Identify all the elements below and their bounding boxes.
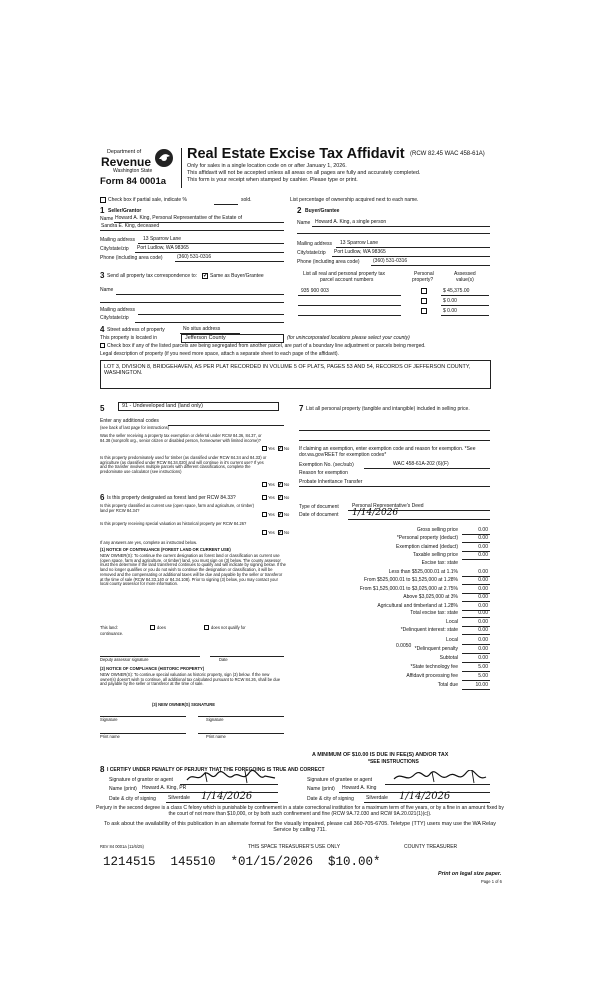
form-number: Form 84 0001a	[100, 176, 167, 187]
buyer-heading: Buyer/Grantee	[305, 208, 340, 214]
calc-value[interactable]: 0.00	[478, 603, 488, 609]
same-as-buyer-label: Same as Buyer/Grantee	[210, 273, 264, 279]
personal-checkbox-2[interactable]	[421, 298, 427, 304]
does-not-label: does not qualify for	[211, 625, 246, 630]
land-use-select[interactable]: 91 - Undeveloped land (land only)	[118, 402, 279, 411]
grantee-sig-label: Signature of grantee or agent	[307, 777, 373, 783]
personal-checkbox-3[interactable]	[421, 308, 427, 314]
section-5-number: 5	[100, 404, 105, 413]
seller-name-line1[interactable]: Howard A. King, Personal Representative of the Estate of	[115, 215, 243, 221]
this-land-label: This land:	[100, 625, 118, 630]
doc-type[interactable]: Personal Representative's Deed	[352, 503, 424, 509]
section-4-number: 4	[100, 325, 105, 334]
grantor-date-label: Date & city of signing	[109, 796, 156, 802]
section-6-number: 6	[100, 493, 105, 502]
buyer-name-label: Name	[297, 220, 311, 226]
segregated-label: Check box if any of the listed parcels are being segregated from another parcel, are part of a boundary line adjustment or parcels being merged.	[107, 343, 426, 349]
county-label: This property is located in	[100, 335, 157, 341]
personal-header-2: property?	[412, 277, 434, 283]
grantee-name-label: Name (print)	[307, 786, 335, 792]
seller-mail-label: Mailing address	[100, 237, 136, 243]
calc-value[interactable]: 5.00	[478, 673, 488, 679]
calc-label: Agricultural and timberland at 1.28%	[377, 603, 458, 609]
calc-label: *Personal property (deduct)	[396, 535, 458, 541]
calc-value[interactable]: 0.00	[478, 646, 488, 652]
seller-city[interactable]: Port Ludlow, WA 98365	[137, 245, 189, 251]
calc-label: Total due	[437, 682, 458, 688]
calc-label: Affidavit processing fee	[406, 673, 458, 679]
grantee-city[interactable]: Silverdale	[366, 795, 388, 801]
calc-underline	[462, 662, 490, 663]
grantee-date[interactable]: 1/14/2026	[399, 791, 451, 802]
timber-question: Is this property predominately used for timber (as classified under RCW 84.34 and 84.33) or agriculture (as classified under RCW 84.34.020) and will continue in it's current use? If yes and the transfer involves multiple parcels with different classifications, complete the predominate use calculator (see instructions)	[100, 455, 267, 475]
correspondence-label: Send all property tax correspondence to:	[107, 273, 198, 279]
county-note: (for unincorporated locations please select your county)	[287, 335, 410, 341]
parcel-header-2: parcel account numbers	[320, 277, 374, 283]
buyer-mail[interactable]: 13 Sparrow Lane	[340, 240, 379, 246]
calc-value[interactable]: 0.00	[478, 655, 488, 661]
q5-no-checkbox[interactable]: ✓	[278, 530, 283, 536]
calc-label: Local	[446, 619, 458, 625]
buyer-phone[interactable]: (360) 531-0316	[373, 258, 408, 264]
parcel-header-1: List all real and personal property tax	[303, 271, 385, 277]
calc-underline	[462, 671, 490, 672]
calc-underline	[462, 689, 490, 690]
seller-phone[interactable]: (360) 531-0316	[177, 254, 212, 260]
personal-header-1: Personal	[414, 271, 434, 277]
certify-text: I CERTIFY UNDER PENALTY OF PERJURY THAT THE FOREGOING IS TRUE AND CORRECT	[107, 767, 325, 773]
q4-no-label: No	[284, 512, 290, 517]
calc-label: Above $3,025,000 at 3%	[403, 594, 458, 600]
legal-desc-label: Legal description of property (if you need more space, attach a separate sheet to each page of the affidavit).	[100, 351, 339, 357]
county-treasurer-label: COUNTY TREASURER	[404, 844, 458, 850]
calc-label: Local	[446, 637, 458, 643]
calc-value[interactable]: 0.00	[478, 535, 488, 541]
doc-date-label: Date of document	[299, 512, 339, 518]
calc-underline	[462, 634, 490, 635]
q2-no-checkbox[interactable]: ✓	[278, 482, 283, 488]
buyer-phone-label: Phone (including area code)	[297, 259, 360, 265]
corr-mail-label: Mailing address	[100, 307, 136, 313]
assessed-header-1: Assessed	[454, 271, 476, 277]
q1-yes-checkbox[interactable]	[262, 446, 267, 451]
calc-value[interactable]: 10.00	[475, 682, 488, 688]
does-not-checkbox[interactable]	[204, 625, 209, 630]
exemption-no-label: Exemption No. (sec/sub)	[299, 462, 354, 468]
header-note-2: This affidavit will not be accepted unless all areas on all pages are fully and accurately completed.	[187, 170, 421, 176]
form-citation: (RCW 82.45 WAC 458-61A)	[410, 151, 485, 157]
q4-yes-label: Yes	[268, 512, 275, 517]
assessed-value-2[interactable]: $ 0.00	[443, 298, 457, 304]
compliance-body: NEW OWNER(S): To continue special valuation as historic property, sign (3) below. If the new owner(s) doesn't wish to continue, all additional tax calculated pursuant to RCW 84.26, shall be due and payable by the seller or transferor at the time of sale.	[100, 672, 281, 687]
calc-label: Taxable selling price	[412, 552, 458, 558]
segregated-checkbox[interactable]	[100, 343, 105, 348]
q3-yes-label: Yes	[268, 495, 275, 500]
calc-underline	[462, 617, 490, 618]
section-1-number: 1	[100, 206, 105, 215]
continuance-body: NEW OWNER(S): To continue the current designation as forest land or classification as current use (open space, farm and agriculture, or timber) land, you must sign on (3) below. The county assessor must then determine if the land transferred continues to qualify and will indicate by signing below. If the land no longer qualifies or you do not wish to continue the designation or classification, it will be removed and the compensating or additional taxes will be due and payable by the seller or transferor at the time of sale (RCW 84.33.140 or 84.34.108). Prior to signing (3) below, you may contact your local county assessor for more information.	[100, 553, 286, 587]
treasurer-stamp: 1214515 145510 *01/15/2026 $10.00*	[103, 855, 381, 869]
q5-no-label: No	[284, 530, 290, 535]
calc-value[interactable]: 0.00	[478, 552, 488, 558]
q2-yes-label: Yes	[268, 482, 275, 487]
calc-value[interactable]: 0.00	[478, 610, 488, 616]
buyer-mail-label: Mailing address	[297, 241, 333, 247]
calc-label: From $1,525,000.01 to $3,025,000 at 2.75%	[359, 586, 458, 592]
state-label: Washington State	[113, 168, 153, 174]
owner-print-label-1: Print name	[100, 734, 120, 739]
new-owner-sig-heading: (3) NEW OWNER(S) SIGNATURE	[152, 702, 215, 707]
calc-value[interactable]: 0.00	[478, 544, 488, 550]
q4-yes-checkbox[interactable]	[262, 512, 267, 517]
accessibility-notice: To ask about the availability of this publication in an alternate format for the visually impaired, please call 360-705-6705. Teletype (TTY) users may use the WA Relay Service by calling 711.	[104, 821, 496, 834]
calc-underline	[462, 653, 490, 654]
grantee-signature[interactable]	[392, 770, 488, 784]
calc-underline	[462, 584, 490, 585]
personal-checkbox-1[interactable]	[421, 288, 427, 294]
calc-label: *Delinquent interest: state	[400, 627, 458, 633]
exemption-instructions: If claiming an exemption, enter exemption code and reason for exemption. *See dor.wa.gov/REET for exemption codes*	[299, 446, 476, 458]
grantor-sig-label: Signature of grantor or agent	[109, 777, 173, 783]
q3-no-label: No	[284, 495, 290, 500]
section-8-number: 8	[100, 765, 105, 774]
header-note-1: Only for sales in a single location code on or after January 1, 2026.	[187, 163, 347, 169]
calc-value[interactable]: 0.00	[478, 569, 488, 575]
perjury-notice: Perjury in the second degree is a class C felony which is punishable by confinement in a state correctional institution for a maximum term of five years, or by a fine in an amount fixed by the court of not more than $10,000, or by both such confinement and fine (RCW 9A.72.030 and RCW 9A.20.021(1)(c)).	[96, 805, 504, 817]
calc-underline	[462, 542, 490, 543]
calc-label: Less than $525,000.01 at 1.1%	[388, 569, 458, 575]
seller-heading: Seller/Grantor	[108, 208, 142, 214]
continuance-heading: (1) NOTICE OF CONTINUANCE (FOREST LAND OR CURRENT USE)	[100, 547, 231, 552]
assessed-value-1[interactable]: $ 45,375.00	[443, 288, 470, 294]
corr-city-label: City/state/zip	[100, 315, 129, 321]
does-checkbox[interactable]	[150, 625, 155, 630]
buyer-city-label: City/state/zip	[297, 250, 326, 256]
county-select[interactable]: Jefferson County	[181, 334, 284, 343]
partial-sale-checkbox[interactable]	[100, 197, 106, 203]
does-label: does	[157, 625, 166, 630]
q3-yes-checkbox[interactable]	[262, 495, 267, 500]
calc-value[interactable]: 0.00	[478, 627, 488, 633]
q3-no-checkbox[interactable]: ✓	[278, 495, 283, 501]
grantor-name-label: Name (print)	[109, 786, 137, 792]
section-3-number: 3	[100, 271, 105, 280]
seller-city-label: City/state/zip	[100, 246, 129, 252]
street-value[interactable]: No situs address	[183, 326, 221, 332]
revision-label: REV 84 0001a (11/6/25)	[100, 844, 144, 849]
exemption-question: Was the seller receiving a property tax exemption or deferral under RCW 84.36, 84.37, or 84.38 (nonprofit org., senior citizen or disabled person, homeowner with limited income)?	[100, 433, 262, 443]
street-label: Street address of property	[107, 327, 165, 333]
assessed-value-3[interactable]: $ 0.00	[443, 308, 457, 314]
q5-yes-checkbox[interactable]	[262, 530, 267, 535]
legal-paper-note: Print on legal size paper.	[438, 871, 502, 877]
q2-no-label: No	[284, 482, 290, 487]
dept-label: Department of	[107, 149, 142, 155]
partial-sale-label: Check box if partial sale, indicate %	[108, 197, 187, 203]
current-use-question: Is this property classified as current use (open space, farm and agriculture, or timber) land per RCW 84.34?	[100, 503, 255, 513]
reason-value[interactable]: Probate Inheritance Transfer	[299, 479, 363, 485]
grantor-signature[interactable]	[185, 770, 277, 784]
revenue-logo-text: Revenue	[101, 155, 152, 169]
legal-description-box[interactable]	[100, 360, 491, 389]
calc-label: Total excise tax: state	[410, 610, 458, 616]
minimum-note: A MINIMUM OF $10.00 IS DUE IN FEE(S) AND/OR TAX	[312, 752, 449, 758]
owner-signature-label-2: Signature	[206, 717, 224, 722]
local-rate: 0.0050	[396, 643, 412, 649]
q1-no-label: No	[284, 446, 290, 451]
calc-underline	[462, 559, 490, 560]
same-as-buyer-checkbox[interactable]: ✓	[203, 273, 209, 279]
q1-no-checkbox[interactable]: ✓	[278, 446, 283, 452]
calc-value[interactable]: 5.00	[478, 664, 488, 670]
calc-label: Exemption claimed (deduct)	[396, 544, 458, 550]
owner-signature-label-1: Signature	[100, 717, 118, 722]
calc-underline	[462, 680, 490, 681]
calc-value[interactable]: 0.00	[478, 619, 488, 625]
calc-value[interactable]: 0.00	[478, 586, 488, 592]
calc-underline	[462, 601, 490, 602]
deputy-signature-label: Deputy assessor signature	[100, 657, 149, 662]
codes-label-1: Enter any additional codes	[100, 418, 159, 424]
personal-property-label: List all personal property (tangible and intangible) included in selling price.	[306, 406, 470, 412]
calc-underline	[462, 644, 490, 645]
calc-label: Subtotal	[439, 655, 458, 661]
reason-label: Reason for exemption	[299, 470, 348, 476]
grantee-date-label: Date & city of signing	[307, 796, 354, 802]
seller-name-label: Name	[100, 216, 114, 222]
q2-yes-checkbox[interactable]	[262, 482, 267, 487]
calc-value[interactable]: 0.00	[478, 637, 488, 643]
corr-name-label: Name	[100, 287, 114, 293]
calc-value[interactable]: 0.00	[478, 594, 488, 600]
q4-no-checkbox[interactable]: ✓	[278, 512, 283, 518]
deputy-date-label: Date	[219, 657, 228, 662]
form-title: Real Estate Excise Tax Affidavit	[187, 146, 405, 162]
treasurer-use-label: THIS SPACE TREASURER'S USE ONLY	[248, 844, 341, 850]
q1-yes-label: Yes	[268, 446, 275, 451]
answers-note: If any answers are yes, complete as instructed below.	[100, 540, 197, 545]
header-note-3: This form is your receipt when stamped by cashier. Please type or print.	[187, 177, 358, 183]
buyer-city[interactable]: Port Ludlow, WA 98365	[334, 249, 386, 255]
grantor-name[interactable]: Howard A. King, PR	[142, 785, 187, 791]
section-2-number: 2	[297, 206, 302, 215]
header-divider	[181, 148, 182, 188]
seller-mail[interactable]: 13 Sparrow Lane	[143, 236, 182, 242]
revenue-logo-icon	[154, 148, 174, 168]
buyer-name[interactable]: Howard A. King, a single person	[315, 219, 387, 225]
calc-label: From $525,000.01 to $1,525,000 at 1.28%	[364, 577, 458, 583]
seller-name-line2[interactable]: Sandra E. King, deceased	[101, 223, 160, 229]
parcel-acct-1[interactable]: 935 900 003	[301, 288, 329, 294]
seller-phone-label: Phone (including area code)	[100, 255, 163, 261]
page-number: Page 1 of 6	[481, 879, 502, 884]
section-7-number: 7	[299, 404, 304, 413]
forest-question: Is this property designated as forest land per RCW 84.33?	[107, 495, 236, 501]
doc-date[interactable]: 1/14/2026	[352, 508, 399, 518]
calc-value[interactable]: 0.00	[478, 527, 488, 533]
grantee-name[interactable]: Howard A. King	[342, 785, 377, 791]
grantor-date[interactable]: 1/14/2026	[201, 791, 253, 802]
exemption-no[interactable]: WAC 458-61A-202 (6)(F)	[393, 461, 449, 467]
legal-description: LOT 3, DIVISION 8, BRIDGEHAVEN, AS PER PLAT RECORDED IN VOLUME 5 OF PLATS, PAGES 53 AND 54, RECORDS OF JEFFERSON COUNTY, WASHINGTON.	[104, 364, 471, 377]
partial-percent-line	[214, 204, 238, 205]
see-instructions: *SEE INSTRUCTIONS	[368, 759, 419, 765]
calc-label: *State technology fee	[410, 664, 458, 670]
calc-label: *Delinquent penalty	[414, 646, 458, 652]
calc-label: Gross selling price	[416, 527, 458, 533]
assessed-header-2: value(s)	[456, 277, 474, 283]
q5-yes-label: Yes	[268, 530, 275, 535]
grantor-city[interactable]: Silverdale	[168, 795, 190, 801]
owner-print-label-2: Print name	[206, 734, 226, 739]
doc-type-label: Type of document	[299, 504, 339, 510]
partial-sold-label: sold.	[241, 197, 252, 203]
codes-label-2: (see back of last page for instructions)	[100, 425, 170, 430]
calc-value[interactable]: 0.00	[478, 577, 488, 583]
calc-label: Excise tax: state	[421, 560, 458, 566]
historic-question: Is this property receiving special valuation as historical property per RCW 84.26?	[100, 521, 247, 526]
continuance-label: continuance.	[100, 631, 124, 636]
compliance-heading: (2) NOTICE OF COMPLIANCE (HISTORIC PROPERTY)	[100, 666, 205, 671]
ownership-note: List percentage of ownership acquired next to each name.	[290, 197, 419, 203]
